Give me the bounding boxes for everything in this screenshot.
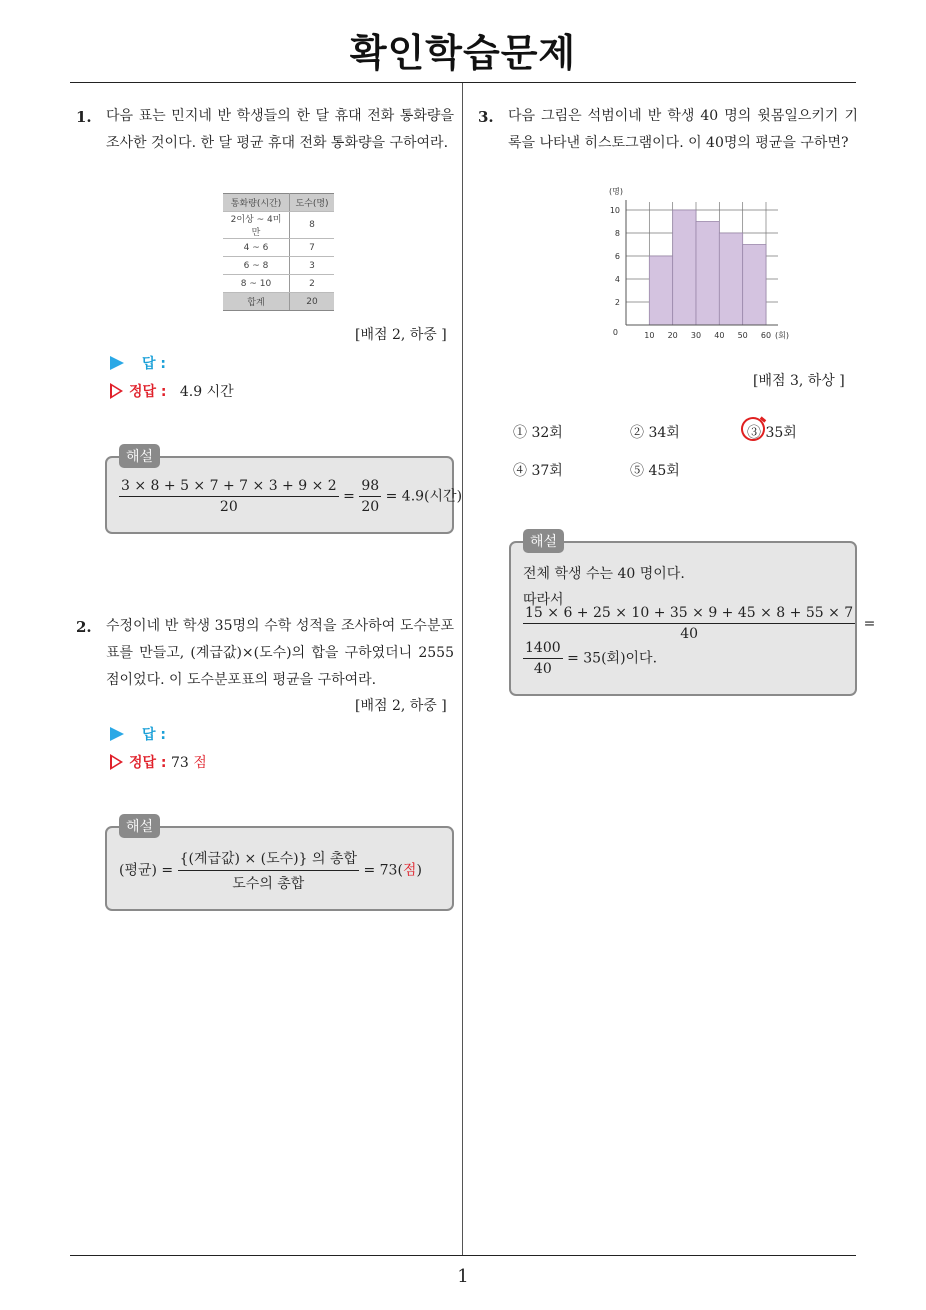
bottom-rule [70,1255,856,1256]
histogram-bar [696,222,719,326]
x-tick-label: 60 [760,331,772,340]
table-cell: 7 [290,239,335,257]
histogram-bar [649,256,672,325]
q3-solution-box: 해설 전체 학생 수는 40 명이다. 따라서 $\frac{15 \times 6 + 25 \times 10 + 35 \times 9 + 45 \times 8 + 55 \times 7}{40}$ = $\frac{1400}{40}$ = 35(회)이다. [509,541,857,696]
q2-answer-label: 답 : [110,724,166,744]
table-cell: 3 [290,257,335,275]
q1-solution-box: 해설 $\frac{3 \times 8 + 5 \times 7 + 7 \times 3 + 9 \times 2}{20}$ = $\frac{98}{20}$ = 4.9(시간) [105,456,454,534]
q2-solution-box: 해설 (평균) = $\frac{\text{\{(계급값) × (도수)\} 의 총합}}{\text{도수의 총합}}$ = 73(점) [105,826,454,911]
q2-number: 2. [76,618,92,636]
q3-solution-fraction-2: $\frac{1400}{40}$ [525,640,561,677]
option-4[interactable]: ④ 37회 [513,463,563,479]
q3-score: [배점 3, 하상 ] [753,373,845,389]
triangle-outline-icon [110,754,123,770]
q1-solution-fraction-2: $\frac{98}{20}$ [361,478,380,515]
q3-text: 다음 그림은 석범이네 반 학생 40 명의 윗몸일으키기 기록을 나타낸 히스토그램이다. 이 40명의 평균을 구하면? [508,108,858,151]
table-cell: 6 ~ 8 [223,257,290,275]
option-5[interactable]: ⑤ 45회 [630,463,680,479]
histogram-bar [719,233,742,325]
triangle-outline-icon [110,383,123,399]
table-cell: 2이상 ~ 4미만 [223,212,290,239]
q3-histogram [600,187,789,350]
q3-solution-result: = 35(회)이다. [567,650,658,667]
table-cell: 2 [290,275,335,293]
q1-solution-fraction: $\frac{3 \times 8 + 5 \times 7 + 7 \times 3 + 9 \times 2}{20}$ [121,478,337,515]
q1-correct-value: 4.9 시간 [179,384,234,400]
q3-solution-line1: 전체 학생 수는 40 명이다. [523,566,685,582]
table-cell: 8 ~ 10 [223,275,290,293]
table-header: 통화량(시간) [223,194,290,212]
q1-solution-result: = 4.9(시간) [385,488,463,505]
x-tick-label: 10 [644,331,655,340]
y-axis-label: (명) [609,187,623,196]
top-rule [70,82,856,83]
q1-frequency-table [223,193,334,311]
q1-answer-label: 답 : [110,353,166,373]
q1-correct-answer: 정답 : 4.9 시간 [110,381,234,401]
q3-solution-fraction: $\frac{15 \times 6 + 25 \times 10 + 35 \times 9 + 45 \times 8 + 55 \times 7}{40}$ [525,605,854,642]
y-tick-label: 6 [614,252,620,261]
option-2[interactable]: ② 34회 [630,425,680,441]
histogram-bar [673,210,696,325]
x-tick-label: 20 [667,331,678,340]
x-tick-label: 30 [690,331,702,340]
table-header: 도수(명) [290,194,335,212]
table-cell: 합계 [223,293,290,311]
table-row [223,257,334,275]
x-tick-label: 40 [714,331,725,340]
option-3[interactable]: ③ 35회 [747,425,797,441]
q1-score: [배점 2, 하중 ] [355,327,447,343]
table-cell: 4 ~ 6 [223,239,290,257]
q2-score: [배점 2, 하중 ] [355,698,447,714]
page-title: 확인학습문제 [349,31,577,75]
q3-number: 3. [478,108,494,126]
q1-text: 다음 표는 민지네 반 학생들의 한 달 휴대 전화 통화량을 조사한 것이다. 한 달 평균 휴대 전화 통화량을 구하여라. [106,108,454,151]
y-tick-label: 2 [614,298,620,307]
table-cell: 20 [290,293,335,311]
option-1[interactable]: ① 32회 [513,425,563,441]
solution-tag: 해설 [523,529,564,553]
table-cell: 8 [290,212,335,239]
q2-correct-answer: 정답 : 73 점 [110,752,207,772]
solution-tag: 해설 [119,814,160,838]
play-icon [110,727,124,741]
x-tick-label: 50 [737,331,748,340]
q2-text: 수정이네 반 학생 35명의 수학 성적을 조사하여 도수분포표를 만들고, (계급값)×(도수)의 합을 구하였더니 2555점이었다. 이 도수분포표의 평균을 구하여라. [106,618,454,688]
y-tick-label: 8 [614,229,620,238]
y-tick-label: 0 [612,328,618,337]
solution-tag: 해설 [119,444,160,468]
q1-number: 1. [76,108,92,126]
histogram-bar [743,245,766,326]
q3-solution-line2: 따라서 [523,592,564,608]
y-tick-label: 10 [609,206,620,215]
table-total-row [223,293,334,311]
x-axis-label: (회) [775,331,789,340]
page-number: 1 [457,1266,469,1287]
y-tick-label: 4 [614,275,620,284]
column-divider [462,83,463,1255]
table-row [223,275,334,293]
q2-solution-fraction: $\frac{\text{\{(계급값) × (도수)\} 의 총합}}{\text{도수의 총합}}$ [178,848,359,893]
table-row [223,239,334,257]
play-icon [110,356,124,370]
table-row [223,212,334,239]
